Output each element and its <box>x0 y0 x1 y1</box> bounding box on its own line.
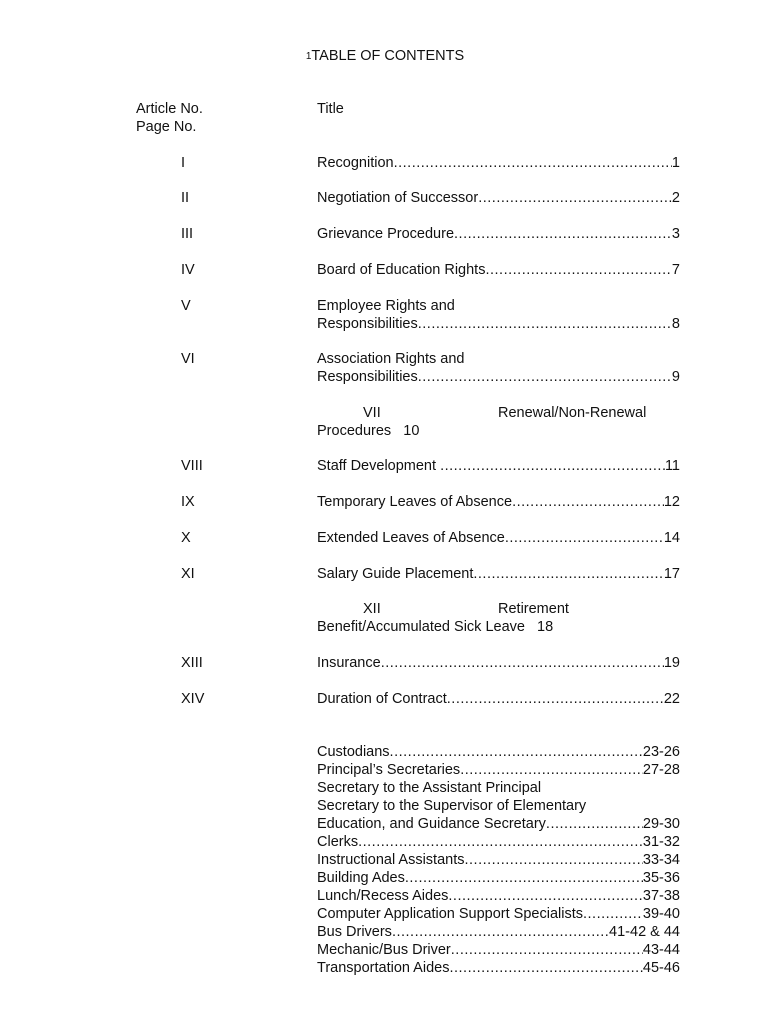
entry-title: Bus Drivers <box>317 924 392 940</box>
dot-leader <box>405 869 643 887</box>
entry-page: 22 <box>663 691 680 707</box>
entry-page: 37-38 <box>642 888 680 904</box>
dot-leader <box>447 690 664 708</box>
toc-entry[interactable] <box>317 654 680 672</box>
entry-page: 2 <box>671 190 680 206</box>
column-header-page: Page No. <box>136 119 197 135</box>
entry-title-part1: Retirement <box>498 601 569 617</box>
toc-entry[interactable] <box>317 493 680 511</box>
dot-leader <box>418 315 672 333</box>
entry-page: 10 <box>403 423 420 439</box>
dot-leader <box>546 815 643 833</box>
article-number: IV <box>181 262 195 278</box>
entry-page: 11 <box>664 458 680 474</box>
appendix-entry[interactable] <box>317 923 680 941</box>
entry-page: 3 <box>671 226 680 242</box>
toc-entry[interactable] <box>317 529 680 547</box>
dot-leader <box>473 565 664 583</box>
article-number: XIV <box>181 691 205 707</box>
dot-leader <box>485 261 671 279</box>
entry-page: 7 <box>671 262 680 278</box>
entry-title: Transportation Aides <box>317 960 450 976</box>
entry-page: 19 <box>663 655 680 671</box>
dot-leader <box>392 923 609 941</box>
entry-title: Board of Education Rights <box>317 262 486 278</box>
entry-title: Custodians <box>317 744 390 760</box>
toc-entry[interactable] <box>317 189 680 207</box>
article-number: III <box>181 226 194 242</box>
entry-title: Building Ades <box>317 870 405 886</box>
page-title <box>0 47 770 66</box>
appendix-entry[interactable] <box>317 887 680 905</box>
entry-page: 14 <box>663 530 680 546</box>
dot-leader <box>440 457 665 475</box>
entry-page: 12 <box>663 494 680 510</box>
article-number: II <box>181 190 190 206</box>
entry-title: Principal’s Secretaries <box>317 762 461 778</box>
toc-entry[interactable] <box>317 225 680 243</box>
entry-title-line1: Association Rights and <box>317 351 465 367</box>
entry-title: Extended Leaves of Absence <box>317 530 505 546</box>
toc-entry[interactable] <box>317 404 680 440</box>
entry-page: 43-44 <box>642 942 680 958</box>
toc-entry[interactable] <box>317 457 680 475</box>
article-number: I <box>181 155 186 171</box>
entry-title: Education, and Guidance Secretary <box>317 816 546 832</box>
entry-page: 35-36 <box>642 870 680 886</box>
entry-title: Lunch/Recess Aides <box>317 888 449 904</box>
toc-title: TABLE OF CONTENTS <box>311 48 465 64</box>
dot-leader <box>448 887 643 905</box>
toc-entry[interactable] <box>317 600 680 636</box>
entry-page: 31-32 <box>642 834 680 850</box>
entry-title-line1: Employee Rights and <box>317 298 455 314</box>
entry-title: Duration of Contract <box>317 691 447 707</box>
appendix-entry[interactable] <box>317 833 680 851</box>
entry-title: Negotiation of Successor <box>317 190 479 206</box>
entry-title: Staff Development <box>317 458 441 474</box>
entry-page: 33-34 <box>642 852 680 868</box>
appendix-entry[interactable] <box>317 869 680 887</box>
entry-page: 45-46 <box>642 960 680 976</box>
entry-page: 18 <box>537 619 554 635</box>
appendix-entry[interactable] <box>317 959 680 977</box>
appendix-text: Secretary to the Supervisor of Elementary <box>317 798 587 814</box>
dot-leader <box>583 905 643 923</box>
article-number: V <box>181 298 191 314</box>
appendix-entry[interactable] <box>317 761 680 779</box>
entry-title: Grievance Procedure <box>317 226 455 242</box>
dot-leader <box>478 189 672 207</box>
entry-title: Responsibilities <box>317 316 418 332</box>
article-number: VI <box>181 351 195 367</box>
dot-leader <box>505 529 664 547</box>
entry-page: 17 <box>663 566 680 582</box>
entry-page: 1 <box>671 155 680 171</box>
article-number: VIII <box>181 458 203 474</box>
dot-leader <box>512 493 664 511</box>
appendix-entry[interactable] <box>317 743 680 761</box>
entry-title: Salary Guide Placement <box>317 566 474 582</box>
entry-page: 8 <box>671 316 680 332</box>
entry-title-part2: Benefit/Accumulated Sick Leave <box>317 619 525 635</box>
dot-leader <box>454 225 672 243</box>
entry-page: 23-26 <box>642 744 680 760</box>
dot-leader <box>394 154 672 172</box>
appendix-text: Secretary to the Assistant Principal <box>317 780 542 796</box>
entry-title: Clerks <box>317 834 359 850</box>
entry-title: Computer Application Support Specialists <box>317 906 583 922</box>
appendix-entry[interactable] <box>317 815 680 833</box>
article-number: X <box>181 530 191 546</box>
dot-leader <box>449 959 642 977</box>
entry-page: 27-28 <box>642 762 680 778</box>
dot-leader <box>465 851 643 869</box>
appendix-entry[interactable] <box>317 851 680 869</box>
entry-page: 41-42 & 44 <box>609 924 680 940</box>
entry-title: Mechanic/Bus Driver <box>317 942 451 958</box>
dot-leader <box>381 654 664 672</box>
entry-page: 9 <box>671 369 680 385</box>
article-number: XI <box>181 566 195 582</box>
entry-title: Recognition <box>317 155 394 171</box>
column-header-article: Article No. <box>136 101 203 117</box>
toc-entry[interactable] <box>317 350 680 386</box>
column-header-title: Title <box>317 101 344 117</box>
toc-entry[interactable] <box>317 690 680 708</box>
dot-leader <box>451 941 643 959</box>
entry-page: 29-30 <box>642 816 680 832</box>
dot-leader <box>418 368 672 386</box>
dot-leader <box>390 743 643 761</box>
appendix-entry[interactable] <box>317 905 680 923</box>
entry-title: Insurance <box>317 655 381 671</box>
entry-title: Responsibilities <box>317 369 418 385</box>
toc-entry[interactable] <box>317 565 680 583</box>
dot-leader <box>460 761 643 779</box>
footnote-marker: 1 <box>305 51 312 62</box>
toc-entry[interactable] <box>317 154 680 172</box>
article-number: IX <box>181 494 195 510</box>
appendix-list <box>317 743 680 977</box>
entry-title: Instructional Assistants <box>317 852 465 868</box>
article-number: XIII <box>181 655 203 671</box>
toc-entry[interactable] <box>317 297 680 333</box>
article-number: XII <box>363 601 381 617</box>
toc-entry[interactable] <box>317 261 680 279</box>
entry-title-part2: Procedures <box>317 423 392 439</box>
entry-title: Temporary Leaves of Absence <box>317 494 513 510</box>
article-number: VII <box>363 405 381 421</box>
entry-title-part1: Renewal/Non-Renewal <box>498 405 647 421</box>
appendix-entry[interactable] <box>317 941 680 959</box>
entry-page: 39-40 <box>642 906 680 922</box>
dot-leader <box>358 833 643 851</box>
